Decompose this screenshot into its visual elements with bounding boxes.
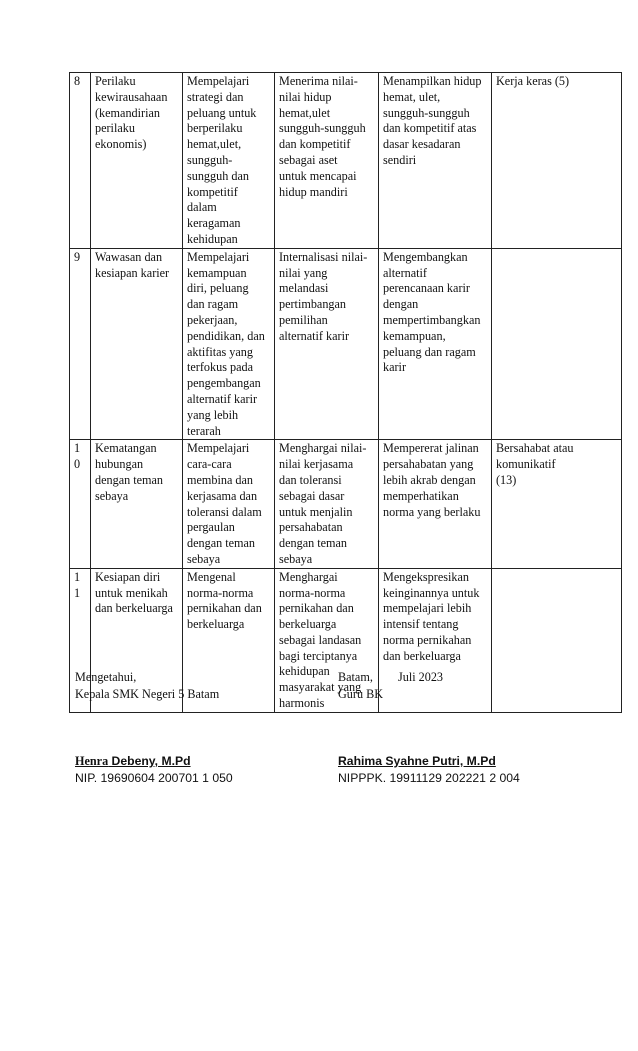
affective-cell: Menghargai norma-norma pernikahan dan berkeluarga sebagai landasan bagi terciptanya kehidupan masyarakat yang harmonis	[275, 568, 379, 712]
row-number: 9	[70, 248, 91, 440]
aspect-cell: Kematangan hubungan dengan teman sebaya	[91, 440, 183, 568]
aspect-cell: Kesiapan diri untuk menikah dan berkeluarga	[91, 568, 183, 712]
table-row	[70, 248, 622, 440]
affective-cell: Internalisasi nilai- nilai yang melandasi pertimbangan pemilihan alternatif karir	[275, 248, 379, 440]
row-number: 1 0	[70, 440, 91, 568]
aspect-cell: Perilaku kewirausahaan (kemandirian perilaku ekonomis)	[91, 73, 183, 249]
cognitive-cell: Mengenal norma-norma pernikahan dan berkeluarga	[183, 568, 275, 712]
affective-cell: Menghargai nilai- nilai kerjasama dan toleransi sebagai dasar untuk menjalin persahabatan dengan teman sebaya	[275, 440, 379, 568]
counselor-title: Guru BK	[338, 687, 384, 701]
principal-title: Kepala SMK Negeri 5 Batam	[75, 687, 220, 701]
principal-name	[75, 754, 191, 769]
cognitive-cell: Mempelajari strategi dan peluang untuk berperilaku hemat,ulet, sungguh- sungguh dan kompetitif dalam keragaman kehidupan	[183, 73, 275, 249]
principal-first-name: Henra	[75, 754, 109, 768]
cognitive-cell: Mempelajari kemampuan diri, peluang dan ragam pekerjaan, pendidikan, dan aktifitas yang terfokus pada pengembangan alternatif karir yang lebih terarah	[183, 248, 275, 440]
cognitive-cell: Mempelajari cara-cara membina dan kerjasama dan toleransi dalam pergaulan dengan teman sebaya	[183, 440, 275, 568]
psychomotor-cell: Mengekspresikan keinginannya untuk mempelajari lebih intensif tentang norma pernikahan dan berkeluarga	[379, 568, 492, 712]
principal-last-name: Debeny, M.Pd	[108, 754, 191, 768]
affective-cell: Menerima nilai- nilai hidup hemat,ulet sungguh-sungguh dan kompetitif sebagai aset untuk mencapai hidup mandiri	[275, 73, 379, 249]
character-value-cell	[492, 568, 622, 712]
row-number: 1 1	[70, 568, 91, 712]
table-row	[70, 73, 622, 249]
character-value-cell	[492, 248, 622, 440]
psychomotor-cell: Mempererat jalinan persahabatan yang lebih akrab dengan memperhatikan norma yang berlaku	[379, 440, 492, 568]
competency-table	[69, 72, 622, 713]
psychomotor-cell: Menampilkan hidup hemat, ulet, sungguh-sungguh dan kompetitif atas dasar kesadaran sendiri	[379, 73, 492, 249]
psychomotor-cell: Mengembangkan alternatif perencanaan karir dengan mempertimbangkan kemampuan, peluang dan ragam karir	[379, 248, 492, 440]
principal-nip: NIP. 19690604 200701 1 050	[75, 771, 233, 785]
table-row	[70, 440, 622, 568]
acknowledgement-label: Mengetahui,	[75, 670, 137, 684]
date-label: Juli 2023	[398, 670, 444, 684]
aspect-cell: Wawasan dan kesiapan karier	[91, 248, 183, 440]
counselor-nip: NIPPPK. 19911129 202221 2 004	[338, 771, 520, 785]
character-value-cell: Bersahabat atau komunikatif (13)	[492, 440, 622, 568]
character-value-cell: Kerja keras (5)	[492, 73, 622, 249]
row-number: 8	[70, 73, 91, 249]
place-label: Batam,	[338, 670, 373, 684]
counselor-name: Rahima Syahne Putri, M.Pd	[338, 754, 496, 768]
